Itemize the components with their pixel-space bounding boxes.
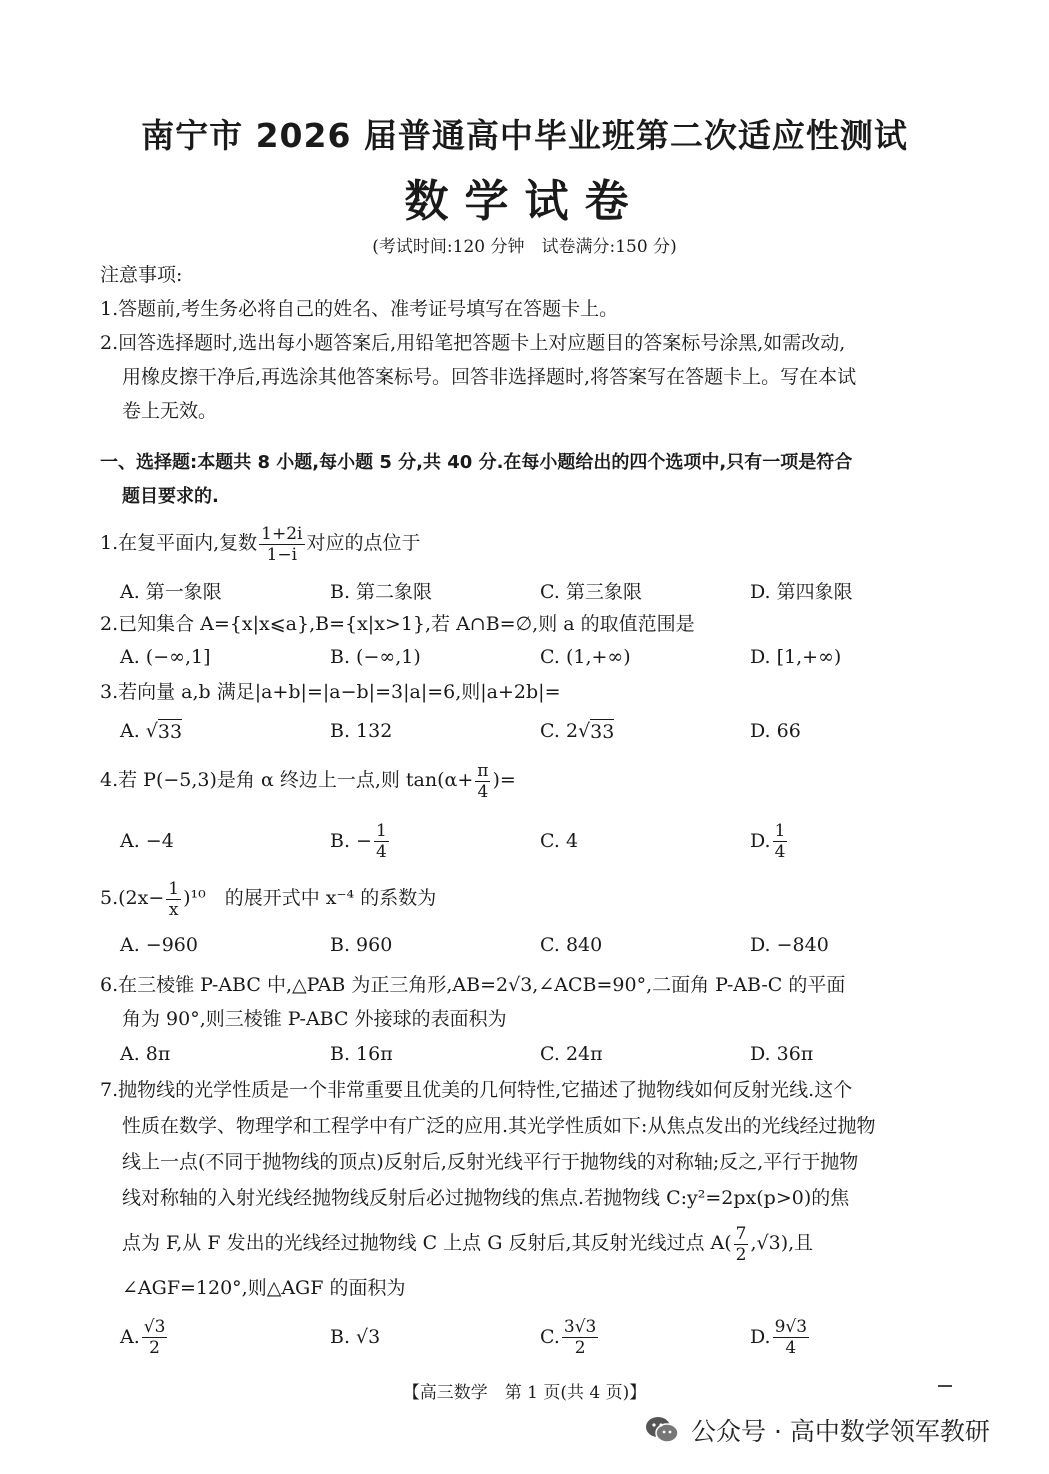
q7-line6: ∠AGF=120°,则△AGF 的面积为 xyxy=(122,1277,406,1299)
question-5: 5.(2x− $\frac{1}{x}$ )¹⁰ 的展开式中 x⁻⁴ 的系数为 xyxy=(100,878,437,920)
section-1-line2: 题目要求的. xyxy=(122,486,219,507)
q5-option-d: D. −840 xyxy=(750,934,829,956)
q5-option-c: C. 840 xyxy=(540,934,603,956)
subject-title: 数学试卷 xyxy=(404,176,645,227)
page-footer: 【高三数学 第 1 页(共 4 页)】 xyxy=(402,1383,647,1403)
q1-options xyxy=(120,570,960,610)
q4-option-b: B. − $\frac{1}{4}$ xyxy=(330,820,387,862)
q4-option-a: A. −4 xyxy=(120,830,174,852)
watermark xyxy=(645,1408,990,1452)
q1-option-b: B. 第二象限 xyxy=(330,580,433,603)
q6-option-c: C. 24π xyxy=(540,1043,603,1065)
notice-block xyxy=(100,258,955,428)
q5-option-a: A. −960 xyxy=(120,934,198,956)
q2-option-d: D. [1,+∞) xyxy=(750,646,842,668)
question-7 xyxy=(100,1072,960,1306)
question-6 xyxy=(100,968,960,1036)
q3-option-b: B. 132 xyxy=(330,720,393,742)
q4-fraction: $\frac{\pi}{4}$ xyxy=(477,760,489,802)
question-2: 2.已知集合 A={x|x⩽a},B={x|x>1},若 A∩B=∅,则 a 的取值范围是 xyxy=(100,613,695,635)
q7-option-b: B. √3 xyxy=(330,1326,381,1348)
watermark-text: 公众号 · 高中数学领军教研 xyxy=(691,1417,990,1446)
q5-fraction: $\frac{1}{x}$ xyxy=(168,878,180,920)
q4-options xyxy=(120,818,960,864)
q7-line1: 7.抛物线的光学性质是一个非常重要且优美的几何特性,它描述了抛物线如何反射光线.这个 xyxy=(100,1079,853,1101)
q2-options xyxy=(120,637,960,677)
q7-line2: 性质在数学、物理学和工程学中有广泛的应用.其光学性质如下:从焦点发出的光线经过抛物 xyxy=(122,1115,876,1137)
q1-option-c: C. 第三象限 xyxy=(540,580,642,603)
q6-option-b: B. 16π xyxy=(330,1043,393,1065)
q6-options xyxy=(120,1034,960,1074)
q7-option-a: A. $\frac{√3}{2}$ xyxy=(120,1316,166,1358)
q5-options xyxy=(120,925,960,965)
q3-options xyxy=(120,711,960,751)
q7-option-c: C. $\frac{3√3}{2}$ xyxy=(540,1316,597,1358)
divider xyxy=(938,1385,952,1387)
q7-line3: 线上一点(不同于抛物线的顶点)反射后,反射光线平行于抛物线的对称轴;反之,平行于抛物 xyxy=(122,1151,859,1173)
notice-heading: 注意事项: xyxy=(100,264,183,286)
q2-option-a: A. (−∞,1] xyxy=(120,646,211,668)
question-4: 4.若 P(−5,3)是角 α 终边上一点,则 tan(α+ $\frac{\pi}{4}$ )= xyxy=(100,760,516,802)
exam-info: (考试时间:120 分钟 试卷满分:150 分) xyxy=(372,237,677,257)
notice-item-2-line2: 用橡皮擦干净后,再选涂其他答案标号。回答非选择题时,将答案写在答题卡上。写在本试 xyxy=(122,366,857,388)
q2-option-c: C. (1,+∞) xyxy=(540,646,631,668)
notice-item-2-line1: 2.回答选择题时,选出每小题答案后,用铅笔把答题卡上对应题目的答案标号涂黑,如需改动, xyxy=(100,332,846,354)
exam-title: 南宁市 2026 届普通高中毕业班第二次适应性测试 xyxy=(141,116,908,155)
q7-option-d: D. $\frac{9√3}{4}$ xyxy=(750,1316,808,1358)
q6-line1: 6.在三棱锥 P-ABC 中,△PAB 为正三角形,AB=2√3,∠ACB=90°,二面角 P-AB-C 的平面 xyxy=(100,974,846,996)
q1-option-a: A. 第一象限 xyxy=(120,580,222,603)
section-1-line1: 一、选择题:本题共 8 小题,每小题 5 分,共 40 分.在每小题给出的四个选项中,只有一项是符合 xyxy=(100,452,853,473)
q3-option-a: A. √ 33 xyxy=(120,720,183,743)
q1-fraction: $\frac{1+2i}{1-i}$ xyxy=(261,523,303,565)
q2-option-b: B. (−∞,1) xyxy=(330,646,421,668)
q6-option-d: D. 36π xyxy=(750,1043,814,1065)
q1-option-d: D. 第四象限 xyxy=(750,580,853,603)
section-1-heading xyxy=(100,446,955,514)
q3-option-d: D. 66 xyxy=(750,720,801,742)
question-1: 1.在复平面内,复数 $\frac{1+2i}{1-i}$ 对应的点位于 xyxy=(100,523,421,565)
q7-line5: 点为 F,从 F 发出的光线经过抛物线 C 上点 G 反射后,其反射光线过点 A( $\frac{7}{2}$ ,√3),且 xyxy=(122,1223,814,1265)
q3-option-c: C. 2√ 33 xyxy=(540,720,615,743)
q4-option-d: D. $\frac{1}{4}$ xyxy=(750,820,786,862)
q7-options xyxy=(120,1312,960,1362)
q4-option-c: C. 4 xyxy=(540,830,579,852)
q6-option-a: A. 8π xyxy=(120,1043,171,1065)
wechat-icon xyxy=(645,1415,679,1445)
notice-item-1: 1.答题前,考生务必将自己的姓名、准考证号填写在答题卡上。 xyxy=(100,298,619,320)
q6-line2: 角为 90°,则三棱锥 P-ABC 外接球的表面积为 xyxy=(122,1008,507,1030)
q7-line4: 线对称轴的入射光线经抛物线反射后必过抛物线的焦点.若抛物线 C:y²=2px(p>0)的焦 xyxy=(122,1187,850,1209)
notice-item-2-line3: 卷上无效。 xyxy=(122,400,218,422)
q5-option-b: B. 960 xyxy=(330,934,393,956)
question-3: 3.若向量 a,b 满足|a+b|=|a−b|=3|a|=6,则|a+2b|= xyxy=(100,681,561,703)
